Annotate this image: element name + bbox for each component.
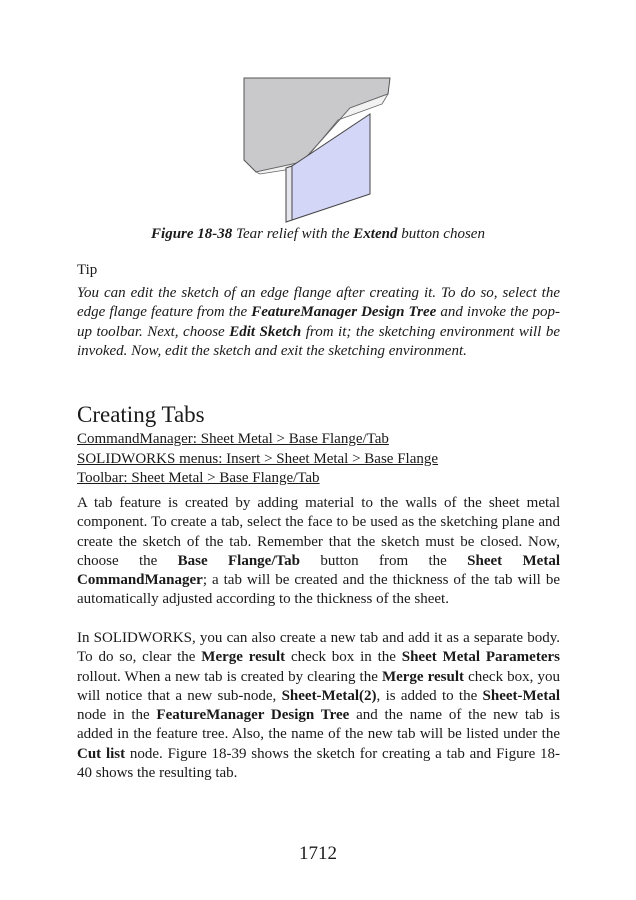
tip-text: You can edit the sketch of an edge flange after creating it. To do so, select the edge flange feature from the FeatureManager Design Tree and invoke the pop-up toolbar. Next, choose Edit Sketch from it; the sketching environment will be invoked. Now, edit the sketch and exit the sketching environment. (77, 285, 560, 359)
tear-relief-figure (238, 74, 398, 224)
menus-path: SOLIDWORKS menus: Insert > Sheet Metal > Base Flange (77, 451, 439, 467)
tip-label: Tip (77, 262, 98, 278)
body-paragraph-2: In SOLIDWORKS, you can also create a new tab and add it as a separate body. To do so, clear the Merge result check box in the Sheet Metal Parameters rollout. When a new tab is created by clearing the Merge result check box, you will notice that a new sub-node, Sheet-Metal(2), is added to the Sheet-Metal node in the FeatureManager Design Tree and the name of the new tab is added in the feature tree. Also, the name of the new tab will be listed under the Cut list node. Figure 18-39 shows the sketch for creating a tab and Figure 18-40 shows the resulting tab. (77, 630, 561, 782)
commandmanager-path: CommandManager: Sheet Metal > Base Flange/Tab (77, 431, 389, 447)
section-heading: Creating Tabs (77, 402, 205, 427)
toolbar-path: Toolbar: Sheet Metal > Base Flange/Tab (77, 470, 320, 486)
page-number: 1712 (299, 843, 337, 864)
body-paragraph-1: A tab feature is created by adding material to the walls of the sheet metal component. To create a tab, select the face to be used as the sketching plane and create the sketch of the tab. Remember that the sketch must be closed. Now, choose the Base Flange/Tab button from the Sheet Metal CommandManager; a tab will be created and the thickness of the tab will be automatically adjusted according to the thickness of the sheet. (77, 495, 560, 608)
caption-label: Figure 18-38 (151, 226, 233, 242)
figure-caption: Figure 18-38 Tear relief with the Extend button chosen (151, 226, 485, 242)
tear-relief-drawing (238, 74, 398, 224)
